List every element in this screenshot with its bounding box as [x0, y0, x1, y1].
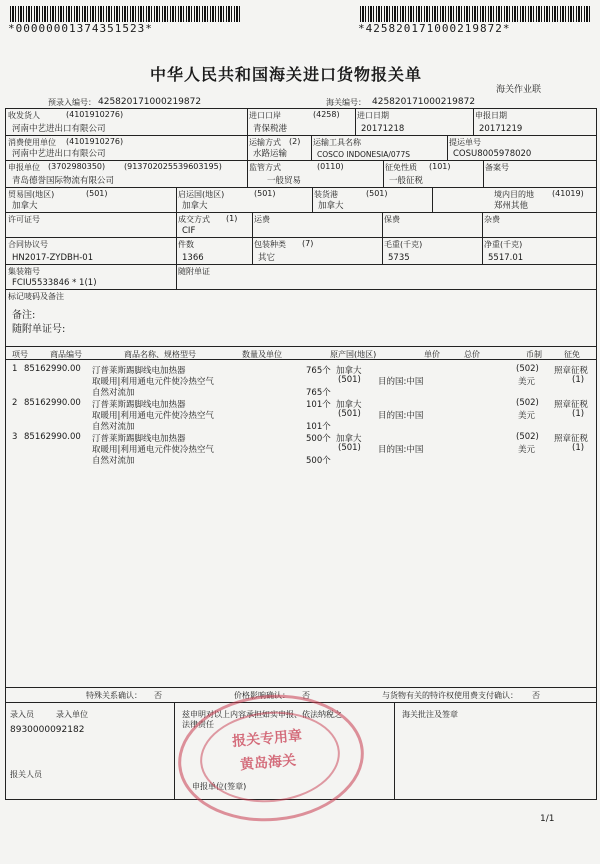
pieces-label: 件数 [178, 240, 194, 249]
consignee-code: (4101910276) [66, 110, 124, 119]
goods-qty-1: 101个 [306, 400, 331, 410]
container-label: 集装箱号 [8, 267, 40, 276]
goods-no: 1 [12, 364, 18, 374]
goods-name-3: 自然对流加 [92, 456, 135, 466]
user-label: 消费使用单位 [8, 138, 56, 147]
barcode-left [10, 6, 240, 22]
trade-country: 加拿大 [12, 201, 38, 211]
via-port-cell [312, 188, 433, 212]
goods-body [6, 360, 596, 688]
docs-cell [176, 265, 594, 289]
license-label: 许可证号 [8, 215, 40, 224]
declarant-code: (3702980350) [48, 162, 106, 171]
declaration-text-2: 法律责任 [182, 720, 214, 729]
transport-mode-label: 运输方式 [249, 138, 281, 147]
transport-mode-code: (2) [289, 137, 301, 146]
goods-name-3: 自然对流加 [92, 422, 135, 432]
vehicle: COSCO INDONESIA/077S [317, 150, 410, 159]
transport-mode: 水路运输 [253, 149, 288, 159]
goods-header [6, 347, 596, 360]
goods-currency-code: (502) [516, 364, 539, 374]
declarant: 青岛德誉国际物流有限公司 [12, 176, 115, 186]
goods-code: 85162990.00 [24, 398, 81, 408]
misc-cell [482, 213, 594, 237]
barcode-right [360, 6, 590, 22]
pack-code: (7) [302, 239, 314, 248]
page-number: 1/1 [540, 814, 555, 824]
terms-cell [176, 213, 253, 237]
levy-code: (101) [429, 162, 451, 171]
customs-note-cell [394, 703, 594, 799]
trade-country-label: 贸易国(地区) [8, 190, 55, 199]
import-date: 20171218 [361, 124, 405, 134]
goods-name-2: 取暖用|利用通电元件使冷热空气 [92, 445, 214, 455]
goods-currency-code: (502) [516, 432, 539, 442]
goods-qty-2: 765个 [306, 388, 331, 398]
declare-date: 20171219 [479, 124, 523, 134]
pre-entry-label: 预录入编号： [48, 98, 96, 107]
form-row-7 [6, 265, 596, 290]
contract-label: 合同协议号 [8, 240, 48, 249]
form-row-3 [6, 161, 596, 188]
goods-name-1: 汀普莱斯踢脚线电加热器 [92, 400, 186, 410]
gross-cell [382, 238, 483, 264]
levy: 一般征税 [389, 176, 424, 186]
col-levy: 征免 [564, 350, 580, 359]
goods-levy-code: (1) [572, 443, 585, 453]
supervision-label: 监管方式 [249, 163, 281, 172]
barcode-left-text: *00000001374351523* [8, 22, 153, 35]
goods-qty-1: 500个 [306, 434, 331, 444]
declarant-sign-label: 申报单位(签章) [192, 782, 247, 791]
entry-person-label: 录入员 [10, 710, 34, 719]
goods-qty-2: 500个 [306, 456, 331, 466]
declarant-cell [6, 161, 248, 187]
form-row-5 [6, 213, 596, 238]
dest: 郑州其他 [494, 201, 529, 211]
net-label: 净重(千克) [484, 240, 523, 249]
misc-label: 杂费 [484, 215, 500, 224]
special-label: 特殊关系确认： [86, 691, 142, 700]
gross: 5735 [388, 253, 410, 263]
attach-no: 随附单证号: [12, 324, 66, 335]
goods-currency-code: (502) [516, 398, 539, 408]
goods-origin-code: (501) [338, 443, 361, 453]
supervision-cell [247, 161, 384, 187]
declarant-label: 申报单位 [8, 163, 40, 172]
insurance-label: 保费 [384, 215, 400, 224]
stamp-text-2: 黄岛海关 [239, 752, 297, 774]
royalty-label: 与货物有关的特许权使用费支付确认： [382, 691, 518, 700]
freight-cell [252, 213, 383, 237]
goods-name-3: 自然对流加 [92, 388, 135, 398]
goods-levy: 照章征税 [554, 400, 589, 410]
gross-label: 毛重(千克) [384, 240, 423, 249]
customs-note-label: 海关批注及签章 [402, 710, 458, 719]
goods-qty-2: 101个 [306, 422, 331, 432]
pre-entry-no: 425820171000219872 [98, 97, 202, 107]
container: FCIU5533846 * 1(1) [12, 278, 97, 288]
goods-code: 85162990.00 [24, 432, 81, 442]
goods-origin: 加拿大 [336, 366, 362, 376]
col-price: 单价 [424, 350, 440, 359]
col-code: 商品编号 [50, 350, 82, 359]
bl-cell [447, 136, 594, 160]
entry-cell [6, 703, 175, 799]
import-date-label: 进口日期 [357, 111, 389, 120]
pieces: 1366 [182, 253, 204, 263]
origin-country: 加拿大 [182, 201, 208, 211]
levy-label: 征免性质 [385, 163, 417, 172]
goods-code: 85162990.00 [24, 364, 81, 374]
contract-cell [6, 238, 177, 264]
col-no: 项号 [12, 350, 28, 359]
goods-origin-code: (501) [338, 409, 361, 419]
trade-country-code: (501) [86, 189, 108, 198]
net: 5517.01 [488, 253, 524, 263]
stamp-text: 报关专用章 [231, 727, 303, 751]
freight-label: 运费 [254, 215, 270, 224]
bl: COSU8005978020 [453, 149, 532, 159]
user-code: (4101910276) [66, 137, 124, 146]
transport-mode-cell [247, 136, 312, 160]
goods-no: 2 [12, 398, 18, 408]
goods-name-1: 汀普莱斯踢脚线电加热器 [92, 366, 186, 376]
goods-no: 3 [12, 432, 18, 442]
form-row-2 [6, 136, 596, 161]
vehicle-label: 运输工具名称 [313, 138, 361, 147]
trade-country-cell [6, 188, 177, 212]
subtitle: 海关作业联 [496, 85, 542, 95]
broker-label: 报关人员 [10, 770, 42, 779]
goods-origin: 加拿大 [336, 434, 362, 444]
dest-code: (41019) [552, 189, 584, 198]
port: 青保税港 [253, 124, 288, 134]
customs-no: 425820171000219872 [372, 97, 476, 107]
goods-currency: 美元 [518, 445, 536, 455]
container-cell [6, 265, 177, 289]
col-origin: 原产国(地区) [330, 350, 377, 359]
declaration-text-1: 兹申明对以上内容承担如实申报、依法纳税之 [182, 710, 342, 719]
consignee-label: 收发货人 [8, 111, 40, 120]
form-row-1 [6, 109, 596, 136]
price-label: 价格影响确认： [234, 691, 290, 700]
consignee-cell [6, 109, 248, 135]
goods-currency: 美元 [518, 377, 536, 387]
user-cell [6, 136, 248, 160]
barcode-right-text: *425820171000219872* [358, 22, 511, 35]
consignee: 河南中艺进出口有限公司 [12, 124, 106, 134]
record-cell [483, 161, 594, 187]
port-cell [247, 109, 356, 135]
goods-levy-code: (1) [572, 409, 585, 419]
entry-unit-label: 录入单位 [56, 710, 88, 719]
goods-name-2: 取暖用|利用通电元件使冷热空气 [92, 411, 214, 421]
terms: CIF [182, 226, 196, 236]
marks-row [6, 290, 596, 347]
col-qty: 数量及单位 [242, 350, 282, 359]
port-code: (4258) [313, 110, 340, 119]
goods-name-2: 取暖用|利用通电元件使冷热空气 [92, 377, 214, 387]
terms-code: (1) [226, 214, 238, 223]
col-currency: 币制 [526, 350, 542, 359]
via-port-code: (501) [366, 189, 388, 198]
contract: HN2017-ZYDBH-01 [12, 253, 94, 263]
goods-origin-code: (501) [338, 375, 361, 385]
dest-cell [432, 188, 594, 212]
royalty-value: 否 [532, 691, 540, 700]
terms-label: 成交方式 [178, 215, 210, 224]
supervision-code: (0110) [317, 162, 344, 171]
customs-no-label: 海关编号： [326, 98, 366, 107]
marks-label: 标记唛码及备注 [8, 292, 64, 301]
declarant-credit: (913702025539603195) [124, 162, 222, 171]
declare-date-cell [473, 109, 594, 135]
goods-origin: 加拿大 [336, 400, 362, 410]
goods-levy: 照章征税 [554, 366, 589, 376]
goods-currency: 美元 [518, 411, 536, 421]
via-port: 加拿大 [318, 201, 344, 211]
goods-dest: 目的国:中国 [378, 445, 424, 455]
goods-dest: 目的国:中国 [378, 377, 424, 387]
pieces-cell [176, 238, 253, 264]
license-cell [6, 213, 177, 237]
origin-country-label: 启运国(地区) [178, 190, 225, 199]
form-row-6 [6, 238, 596, 265]
goods-levy: 照章征税 [554, 434, 589, 444]
pack-label: 包装种类 [254, 240, 286, 249]
vehicle-cell [311, 136, 448, 160]
supervision: 一般贸易 [267, 176, 302, 186]
pack-cell [252, 238, 383, 264]
page-title: 中华人民共和国海关进口货物报关单 [150, 65, 423, 84]
special-value: 否 [154, 691, 162, 700]
via-port-label: 装货港 [314, 190, 338, 199]
origin-country-cell [176, 188, 313, 212]
dest-label: 境内目的地 [494, 190, 534, 199]
goods-dest: 目的国:中国 [378, 411, 424, 421]
goods-name-1: 汀普莱斯踢脚线电加热器 [92, 434, 186, 444]
col-name: 商品名称、规格型号 [124, 350, 196, 359]
levy-cell [383, 161, 484, 187]
price-value: 否 [302, 691, 310, 700]
user: 河南中艺进出口有限公司 [12, 149, 106, 159]
record-label: 备案号 [485, 163, 509, 172]
bl-label: 提运单号 [449, 138, 481, 147]
origin-country-code: (501) [254, 189, 276, 198]
col-total: 总价 [464, 350, 480, 359]
entry-person-id: 8930000092182 [10, 725, 85, 735]
pack: 其它 [258, 253, 276, 263]
docs-label: 随附单证 [178, 267, 210, 276]
declare-date-label: 申报日期 [475, 111, 507, 120]
import-date-cell [355, 109, 474, 135]
port-label: 进口口岸 [249, 111, 281, 120]
goods-levy-code: (1) [572, 375, 585, 385]
form-row-4 [6, 188, 596, 213]
net-cell [482, 238, 594, 264]
goods-qty-1: 765个 [306, 366, 331, 376]
remarks: 备注: [12, 310, 36, 321]
insurance-cell [382, 213, 483, 237]
